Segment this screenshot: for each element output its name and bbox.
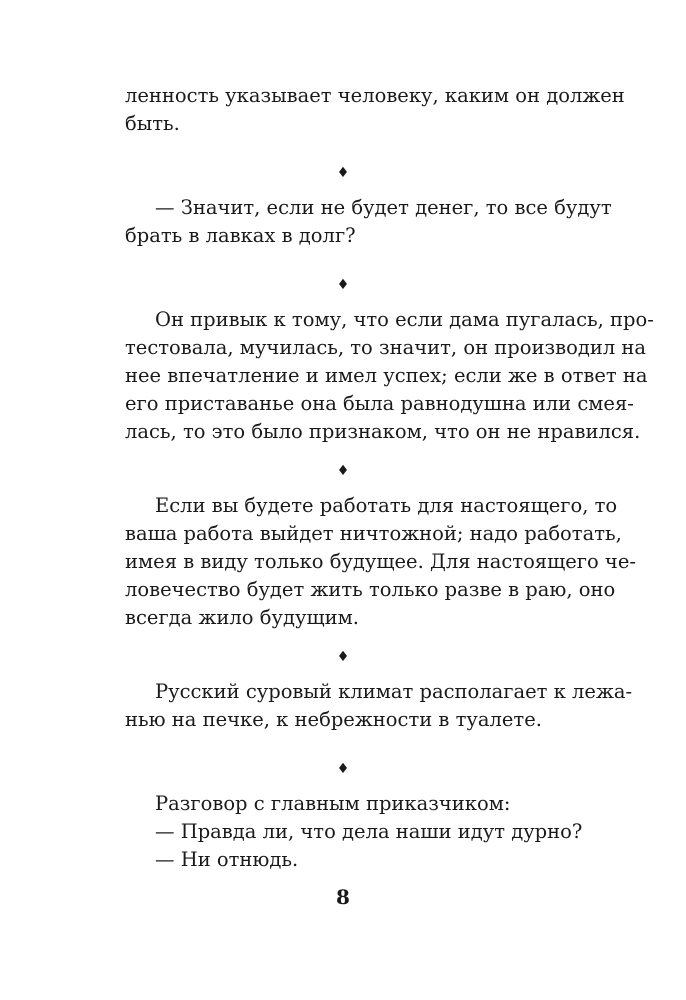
- diamond-separator-icon: ♦: [336, 761, 350, 777]
- text-line: его приставанье она была равнодушна или смея-: [125, 392, 634, 415]
- text-line: тестовала, мучилась, то значит, он производил на: [125, 336, 647, 359]
- text-line: ловечество будет жить только разве в раю, оно: [125, 578, 616, 601]
- text-line: лась, то это было признаком, что он не нравился.: [125, 420, 641, 443]
- diamond-separator-icon: ♦: [336, 277, 350, 293]
- text-line: ленность указывает человеку, каким он должен: [125, 84, 625, 107]
- text-line: всегда жило будущим.: [125, 606, 359, 629]
- text-line: — Ни отнюдь.: [155, 848, 299, 871]
- text-line: нее впечатление и имел успех; если же в ответ на: [125, 364, 648, 387]
- text-line: Русский суровый климат располагает к лежа-: [155, 680, 633, 703]
- text-line: Разговор с главным приказчиком:: [155, 792, 511, 815]
- text-line: быть.: [125, 112, 180, 135]
- text-line: — Правда ли, что дела наши идут дурно?: [155, 820, 583, 843]
- text-line: нью на печке, к небрежности в туалете.: [125, 708, 542, 731]
- text-line: Если вы будете работать для настоящего, то: [155, 494, 618, 517]
- text-line: брать в лавках в долг?: [125, 224, 356, 247]
- page-number: 8: [336, 885, 350, 909]
- text-line: имея в виду только будущее. Для настоящего че-: [125, 550, 636, 573]
- diamond-separator-icon: ♦: [336, 649, 350, 665]
- diamond-separator-icon: ♦: [336, 463, 350, 479]
- text-line: Он привык к тому, что если дама пугалась, про-: [155, 308, 654, 331]
- text-line: — Значит, если не будет денег, то все будут: [155, 196, 612, 219]
- diamond-separator-icon: ♦: [336, 165, 350, 181]
- text-line: ваша работа выйдет ничтожной; надо работать,: [125, 522, 622, 545]
